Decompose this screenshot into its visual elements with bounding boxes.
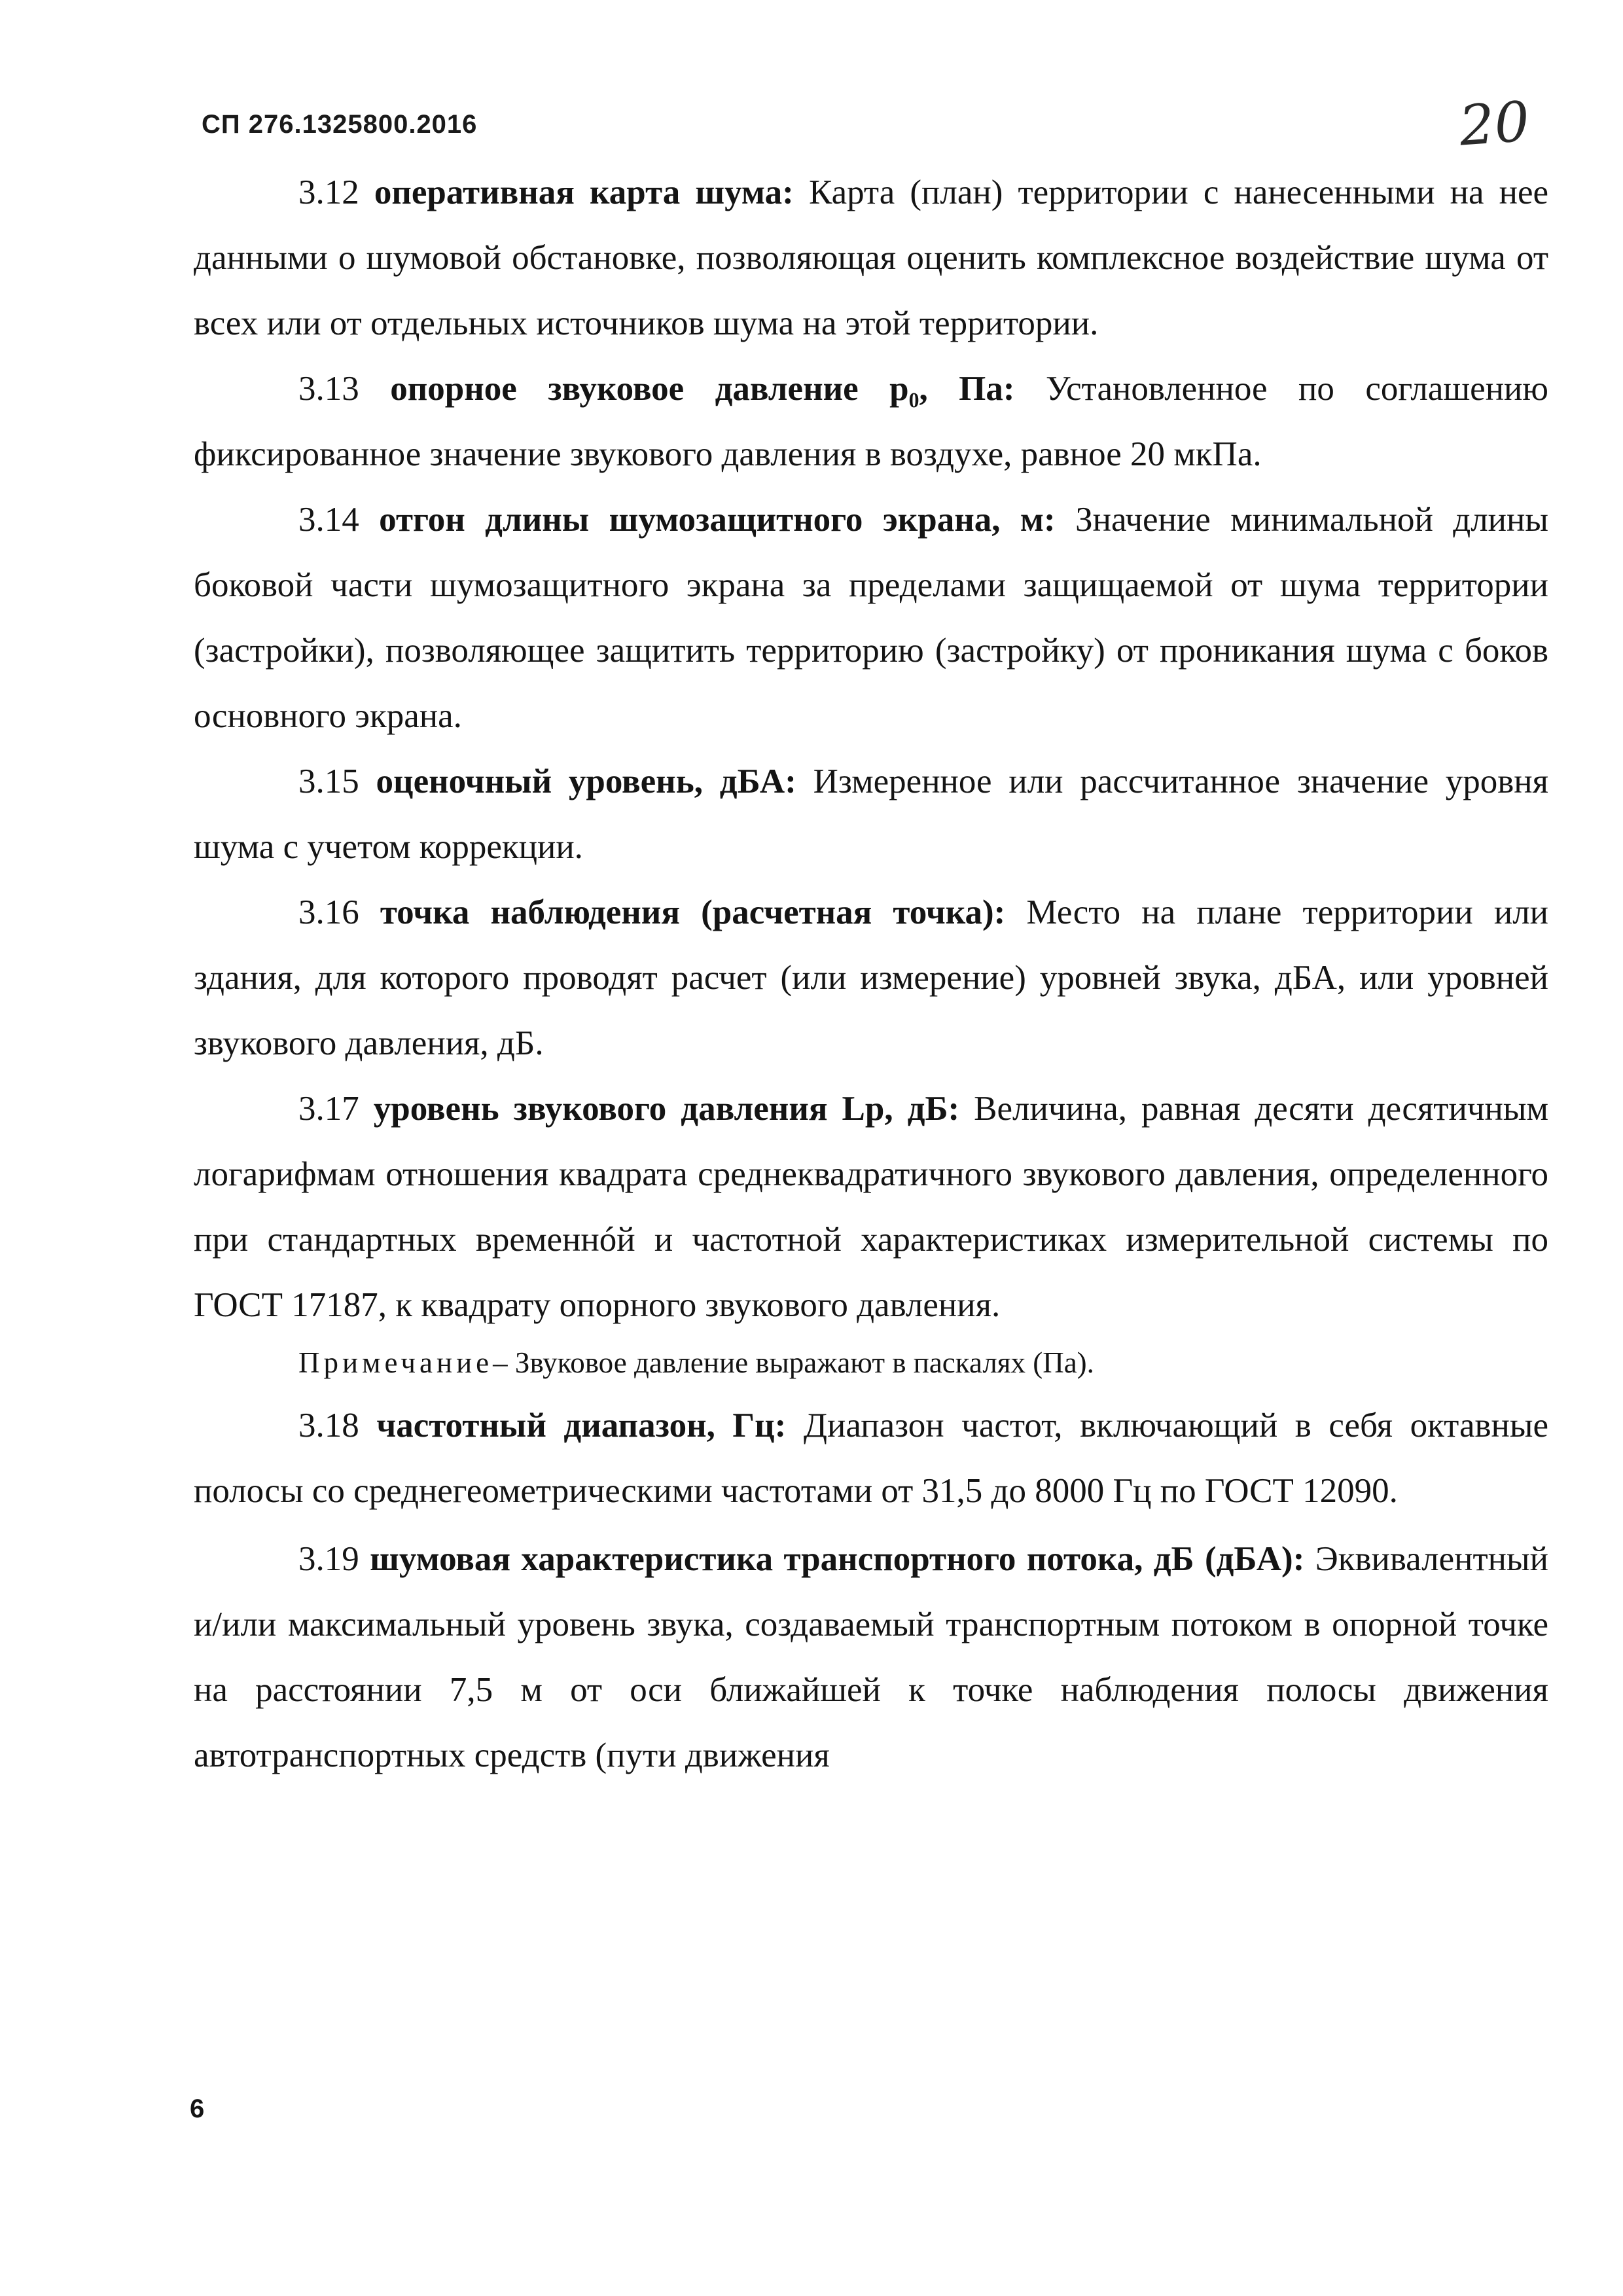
paragraph-3-16 — [194, 880, 1548, 1076]
paragraph-number: 3.12 — [298, 173, 359, 211]
note-label: Примечание — [298, 1346, 493, 1379]
handwritten-page-number: 20 — [1457, 89, 1532, 158]
term: шумовая характеристика транспортного потока, дБ (дБА): — [370, 1540, 1305, 1578]
definition: Эквивалентный и/или максимальный уровень звука, создаваемый транспортным потоком в опорной точке на расстоянии 7,5 м от оси ближайшей к точке наблюдения полосы движения автотранспортных средств (пути движения — [194, 1540, 1548, 1774]
paragraph-3-18 — [194, 1393, 1548, 1524]
definition: Место на плане территории или здания, для которого проводят расчет (или измерение) уровней звука, дБА, или уровней звукового давления, дБ. — [194, 893, 1549, 1062]
paragraph-3-12 — [194, 160, 1548, 356]
paragraph-3-14 — [194, 487, 1548, 749]
paragraph-number: 3.17 — [298, 1090, 359, 1128]
paragraph-3-19 — [194, 1526, 1548, 1788]
paragraph-number: 3.18 — [298, 1407, 359, 1444]
definition: Диапазон частот, включающий в себя октавные полосы со среднегеометрическими частотами от 31,5 до 8000 Гц по ГОСТ 12090. — [194, 1407, 1549, 1510]
term: оценочный уровень, дБА: — [376, 762, 796, 800]
paragraph-number: 3.16 — [298, 893, 359, 931]
document-body — [194, 160, 1548, 1788]
paragraph-3-17 — [194, 1076, 1548, 1338]
definition: Карта (план) территории с нанесенными на нее данными о шумовой обстановке, позволяющая оценить комплексное воздействие шума от всех или от отдельных источников шума на этой территории. — [194, 173, 1549, 342]
paragraph-number: 3.14 — [298, 501, 359, 539]
definition: Значение минимальной длины боковой части шумозащитного экрана за пределами защищаемой от шума территории (застройки), позволяющее защитить территорию (застройку) от проникания шума с боков основного экрана. — [194, 501, 1549, 735]
note — [194, 1335, 1548, 1390]
note-text: – Звуковое давление выражают в паскалях (Па). — [493, 1346, 1094, 1379]
paragraph-3-13 — [194, 356, 1548, 487]
definition: Величина, равная десяти десятичным логарифмам отношения квадрата среднеквадратичного звукового давления, определенного при стандартных временнóй и частотной характеристиках измерительной системы по ГОСТ 17187, к квадрату опорного звукового давления. — [194, 1090, 1548, 1324]
term: опорное звуковое давление p₀, Па: — [390, 370, 1015, 408]
definition: Установленное по соглашению фиксированное значение звукового давления в воздухе, равное 20 мкПа. — [194, 370, 1549, 473]
document-code: СП 276.1325800.2016 — [202, 110, 478, 139]
term: оперативная карта шума: — [374, 173, 794, 211]
paragraph-number: 3.15 — [298, 762, 359, 800]
paragraph-3-15 — [194, 749, 1548, 880]
term: уровень звукового давления Lp, дБ: — [373, 1090, 960, 1128]
definition: Измеренное или рассчитанное значение уровня шума с учетом коррекции. — [194, 762, 1549, 866]
term: частотный диапазон, Гц: — [376, 1407, 787, 1444]
term: отгон длины шумозащитного экрана, м: — [379, 501, 1056, 539]
paragraph-number: 3.19 — [298, 1540, 359, 1578]
page-number: 6 — [190, 2094, 205, 2123]
paragraph-number: 3.13 — [298, 370, 359, 408]
term: точка наблюдения (расчетная точка): — [380, 893, 1006, 931]
